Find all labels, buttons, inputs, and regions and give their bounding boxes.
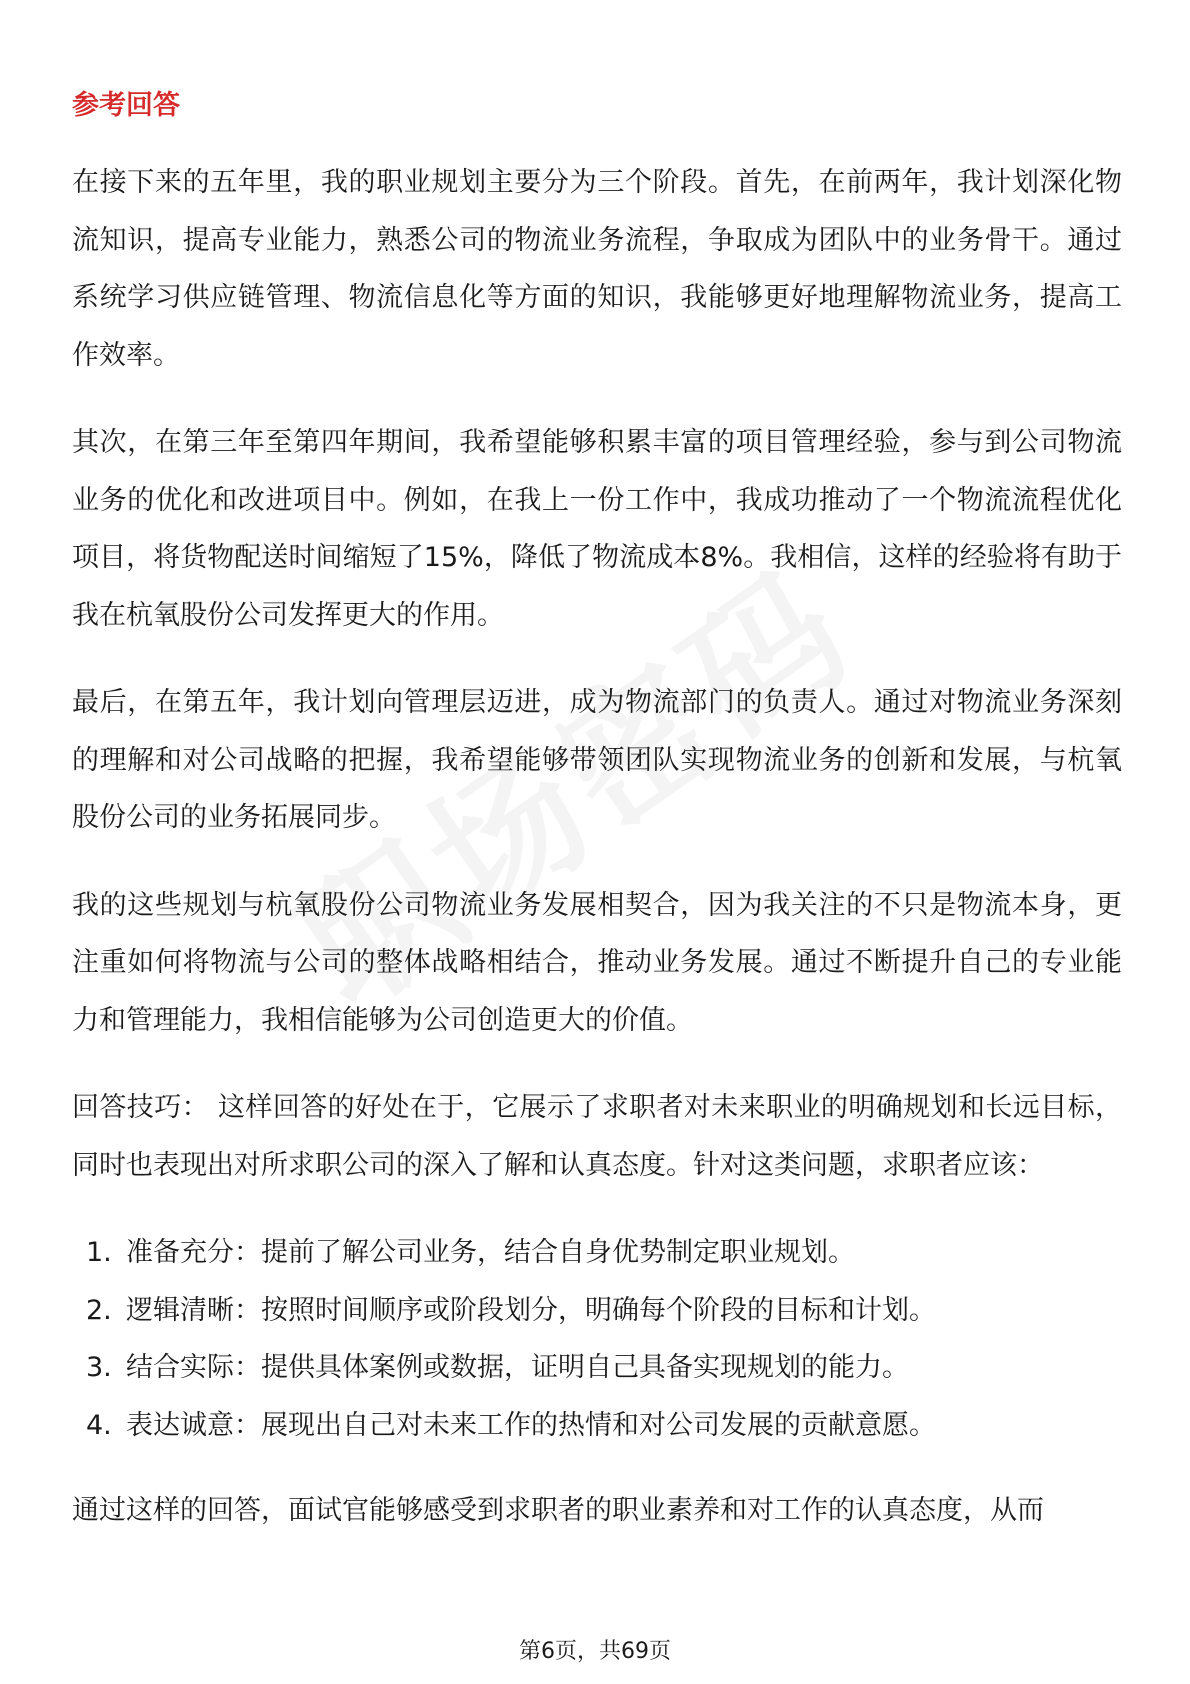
section-heading: 参考回答 [72,90,180,121]
tips-list [72,1224,1122,1454]
list-item [86,1339,1122,1397]
answer-paragraph-1: 在接下来的五年里，我的职业规划主要分为三个阶段。首先，在前两年，我计划深化物流知识，提高专业能力，熟悉公司的物流业务流程，争取成为团队中的业务骨干。通过系统学习供应链管理、物流信息化等方面的知识，我能够更好地理解物流业务，提高工作效率。 [72,167,1122,371]
list-item-text: 结合实际：提供具体案例或数据，证明自己具备实现规划的能力。 [126,1352,909,1383]
answer-paragraph-2: 其次，在第三年至第四年期间，我希望能够积累丰富的项目管理经验，参与到公司物流业务的优化和改进项目中。例如，在我上一份工作中，我成功推动了一个物流流程优化项目，将货物配送时间缩短了15%，降低了物流成本8%。我相信，这样的经验将有助于我在杭氧股份公司发挥更大的作用。 [72,427,1122,631]
answer-paragraph-3: 最后，在第五年，我计划向管理层迈进，成为物流部门的负责人。通过对物流业务深刻的理解和对公司战略的把握，我希望能够带领团队实现物流业务的创新和发展，与杭氧股份公司的业务拓展同步。 [72,687,1122,833]
page-number-footer: 第6页，共69页 [519,1639,671,1664]
list-item [86,1224,1122,1282]
list-item [86,1397,1122,1455]
list-item-number: 4. [86,1409,112,1441]
list-item-number: 3. [86,1352,112,1383]
list-item-number: 2. [86,1294,112,1326]
list-item [86,1282,1122,1340]
list-item-text: 表达诚意：展现出自己对未来工作的热情和对公司发展的贡献意愿。 [126,1409,936,1441]
list-item-text: 准备充分：提前了解公司业务，结合自身优势制定职业规划。 [126,1237,855,1268]
tips-intro-paragraph: 回答技巧： 这样回答的好处在于，它展示了求职者对未来职业的明确规划和长远目标，同时也表现出对所求职公司的深入了解和认真态度。针对这类问题，求职者应该： [72,1092,1122,1181]
page-content [72,86,1122,1570]
closing-paragraph: 通过这样的回答，面试官能够感受到求职者的职业素养和对工作的认真态度，从而 [72,1495,1044,1526]
answer-paragraph-4: 我的这些规划与杭氧股份公司物流业务发展相契合，因为我关注的不只是物流本身，更注重如何将物流与公司的整体战略相结合，推动业务发展。通过不断提升自己的专业能力和管理能力，我相信能够为公司创造更大的价值。 [72,889,1122,1036]
list-item-text: 逻辑清晰：按照时间顺序或阶段划分，明确每个阶段的目标和计划。 [126,1294,936,1326]
list-item-number: 1. [86,1237,112,1268]
